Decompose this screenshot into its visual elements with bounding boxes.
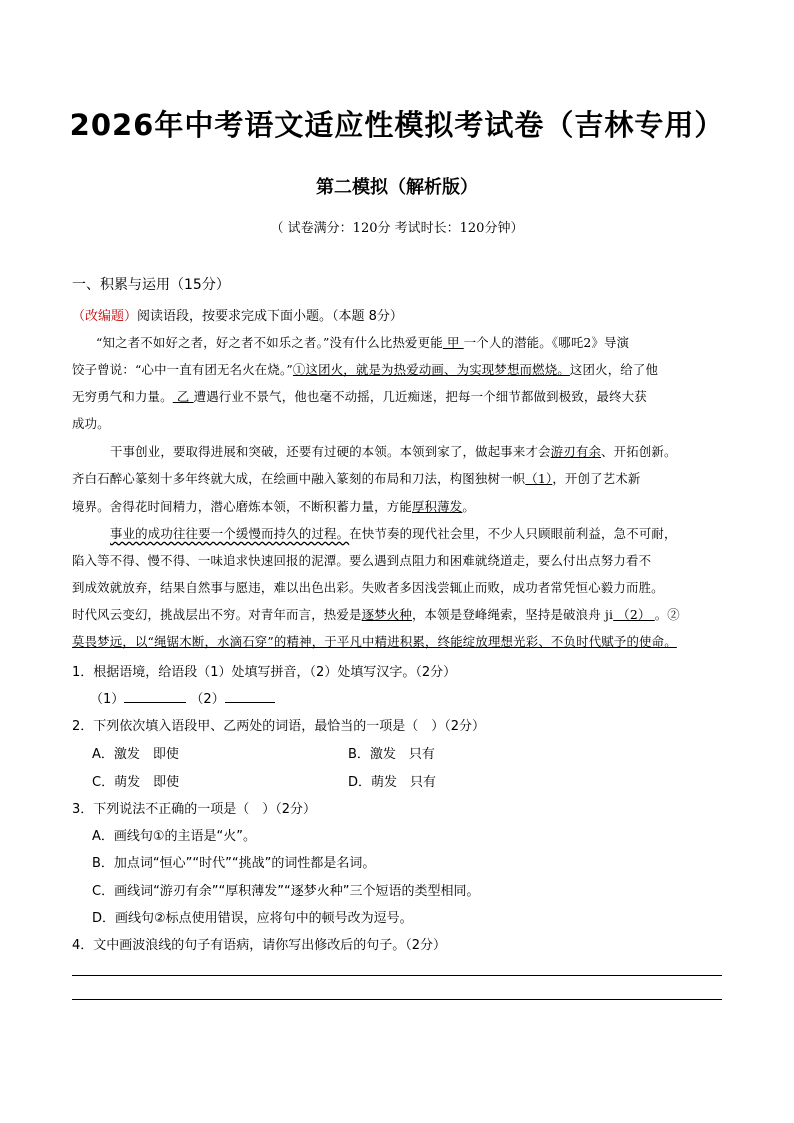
passage-text: 陷入等不得、慢不得、一味追求快速回报的泥潭。要么遇到点阻力和困难就绕道走，要么付出点努力看不 [72, 553, 652, 568]
passage-text: 。② [654, 607, 680, 622]
passage-instruction [72, 305, 732, 324]
answer-line-1[interactable] [72, 975, 722, 976]
passage-text: ，本领是登峰绳索，坚持是破浪舟 ji [411, 607, 614, 622]
passage-text: 干事创业，要取得进展和突破，还要有过硬的本领。本领到家了，做起事来才会 [110, 444, 551, 459]
wavy-sentence: 事业的成功往往要一个缓慢而持久的过程。 [110, 526, 350, 541]
passage-text: 遭遇行业不景气，他也毫不动摇，几近痴迷，把每一个细节都做到极致，最终大获 [193, 389, 647, 404]
q1-blank-label-2: （2） [190, 692, 225, 707]
underlined-word-zhumeng: 逐梦火种 [361, 607, 412, 622]
blank-yi: 乙 [172, 389, 194, 404]
blank-1: （1） [525, 471, 553, 486]
passage-line [72, 497, 732, 515]
page-title: 2026年中考语文适应性模拟考试卷（吉林专用） [69, 108, 725, 142]
question-2: 2．下列依次填入语段甲、乙两处的词语，最恰当的一项是（ ）（2分） [72, 719, 486, 734]
passage-line [96, 333, 732, 351]
passage-line [72, 360, 732, 378]
underlined-sentence-1: ①这团火，就是为热爱动画、为实现梦想而燃烧。 [292, 362, 570, 377]
passage-text: 无穷勇气和力量。 [72, 389, 173, 404]
q2-option-d[interactable]: D．萌发 只有 [348, 775, 437, 790]
passage-text: 境界。舍得花时间精力，潜心磨炼本领，不断积蓄力量，方能 [72, 499, 412, 514]
q3-option-b[interactable]: B．加点词“恒心”“时代”“挑战”的词性都是名词。 [92, 856, 376, 871]
q1-blank-label-1: （1） [90, 692, 125, 707]
passage-line [110, 442, 732, 460]
q1-answer-field-1[interactable] [124, 689, 186, 703]
section-heading-text: 一、积累与运用（15分） [72, 277, 230, 293]
exam-meta: （ 试卷满分：120分 考试时长：120分钟） [270, 221, 524, 236]
q2-option-b[interactable]: B．激发 只有 [348, 747, 435, 762]
passage-line [72, 551, 732, 569]
question-1-blanks [90, 688, 750, 707]
instruction-text: 阅读语段，按要求完成下面小题。（本题 8分） [137, 309, 403, 324]
passage-text: 成功。 [72, 416, 110, 431]
adapted-tag: （改编题） [72, 309, 138, 324]
passage-line [110, 524, 732, 542]
blank-2: （2） [613, 607, 655, 622]
passage-text: 、开拓创新。 [601, 444, 677, 459]
underlined-word-youren: 游刃有余 [550, 444, 602, 459]
passage-text: 在快节奏的现代社会里，不少人只顾眼前利益，急不可耐， [349, 526, 677, 541]
passage-text: 到成效就放弃，结果自然事与愿违，难以出色出彩。失败者多因浅尝辄止而败，成功者常凭恒心毅力而胜。 [72, 580, 664, 595]
passage-text: 饺子曾说：“心中一直有团无名火在烧。” [72, 362, 293, 377]
underlined-word-houji: 厚积薄发 [411, 499, 463, 514]
passage-text: ，开创了艺术新 [552, 471, 641, 486]
q2-option-a[interactable]: A．激发 即使 [92, 747, 179, 762]
q3-option-d[interactable]: D．画线句②标点使用错误，应将句中的顿号改为逗号。 [92, 911, 413, 926]
passage-text: 。 [462, 499, 475, 514]
passage-text: “知之者不如好之者，好之者不如乐之者。”没有什么比热爱更能 [96, 335, 443, 350]
passage-text: 时代风云变幻，挑战层出不穷。对青年而言，热爱是 [72, 607, 362, 622]
passage-line [72, 605, 732, 623]
question-1: 1．根据语境，给语段（1）处填写拼音，（2）处填写汉字。（2分） [72, 665, 457, 680]
q2-option-c[interactable]: C．萌发 即使 [92, 775, 180, 790]
question-3: 3．下列说法不正确的一项是（ ）（2分） [72, 802, 317, 817]
passage-text: 这团火，给了他 [569, 362, 659, 377]
answer-line-2[interactable] [72, 999, 722, 1000]
passage-text: 齐白石醉心篆刻十多年终就大成，在绘画中融入篆刻的布局和刀法，构图独树一帜 [72, 471, 526, 486]
passage-line [72, 632, 732, 650]
q1-answer-field-2[interactable] [225, 689, 275, 703]
underlined-sentence-2: 莫畏梦远，以“绳锯木断，水滴石穿”的精神，于平凡中精进积累，终能绽放理想光彩、不负时代赋予的使命。 [72, 634, 677, 649]
question-4: 4．文中画波浪线的句子有语病，请你写出修改后的句子。（2分） [72, 938, 447, 953]
page-subtitle: 第二模拟（解析版） [316, 177, 478, 198]
q3-option-a[interactable]: A．画线句①的主语是“火”。 [92, 829, 257, 844]
passage-line [72, 469, 732, 487]
passage-line [72, 578, 732, 596]
passage-text: 一个人的潜能。《哪吒2》导演 [463, 335, 630, 350]
passage-line [72, 387, 732, 405]
section-heading [72, 274, 230, 294]
blank-jia: 甲 [442, 335, 464, 350]
q3-option-c[interactable]: C．画线词“游刃有余”“厚积薄发”“逐梦火种”三个短语的类型相同。 [92, 884, 480, 899]
passage-line [72, 414, 732, 432]
